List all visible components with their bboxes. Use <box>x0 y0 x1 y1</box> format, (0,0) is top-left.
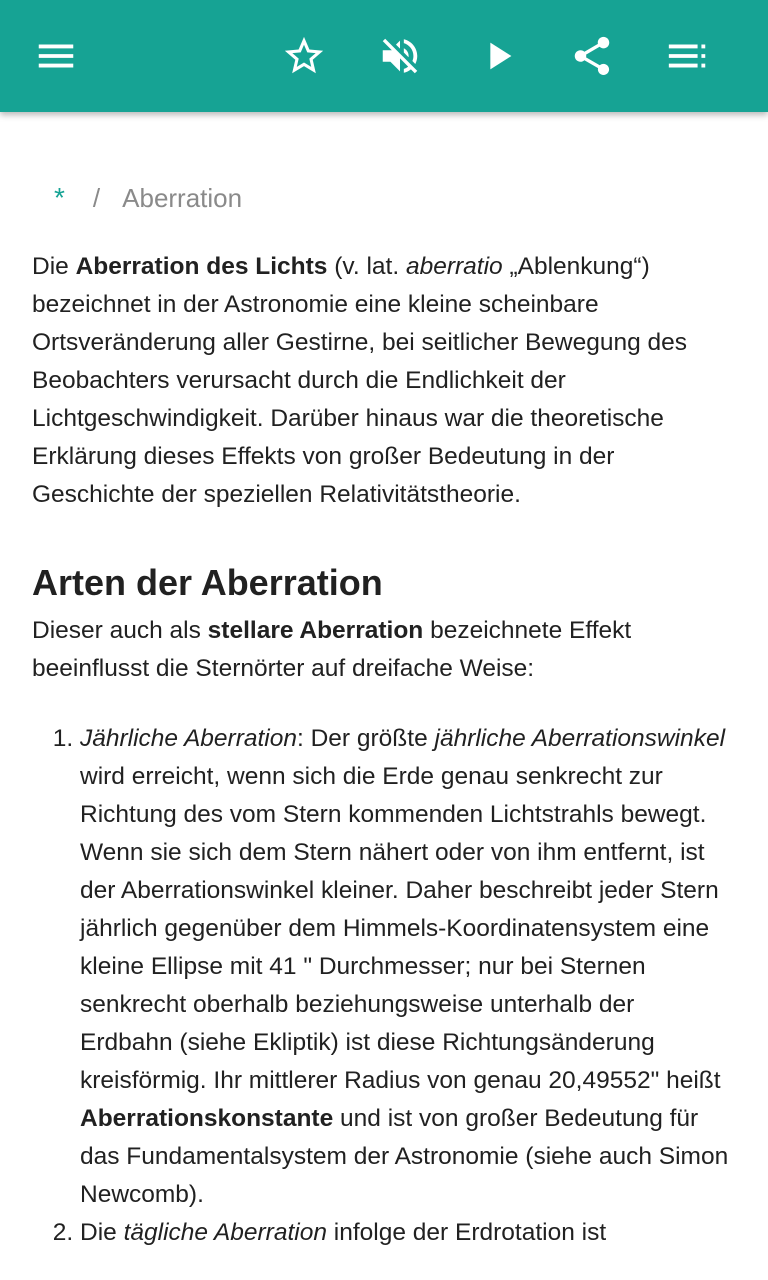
list-item <box>80 720 732 1214</box>
playlist-icon <box>665 33 711 79</box>
item2-text-1: Die <box>80 1219 124 1246</box>
intro-text-2: bezeichnete Effekt beeinflusst die Sternörter auf dreifache Weise: <box>32 617 632 682</box>
intro-bold-term: stellare Aberration <box>207 617 424 644</box>
mute-button[interactable] <box>376 32 424 80</box>
favorite-button[interactable] <box>280 32 328 80</box>
share-icon <box>569 33 615 79</box>
app-toolbar <box>0 0 768 112</box>
item2-italic-term: tägliche Aberration <box>123 1219 327 1246</box>
lead-text-3: „Ablenkung“) bezeichnet in der Astronomie eine kleine scheinbare Ortsveränderung aller Gestirne, bei seitlicher Bewegung des Beobachters verursacht durch die Endlichkeit der Lichtgeschwindigkeit. Darüber hinaus war die theoretische Erklärung dieses Effekts von großer Bedeutung in der Geschichte der speziellen Relativitätstheorie. <box>32 253 688 508</box>
contents-list-button[interactable] <box>664 32 712 80</box>
breadcrumb-current: Aberration <box>122 183 243 213</box>
lead-paragraph <box>32 248 732 514</box>
item1-text-2: wird erreicht, wenn sich die Erde genau senkrecht zur Richtung des vom Stern kommenden Lichtstrahls bewegt. Wenn sie sich dem Stern nähert oder von ihm entfernt, ist der Aberrationswinkel kleiner. Daher beschreibt jeder Stern jährlich gegenüber dem Himmels-Koordinatensystem eine kleine Ellipse mit 41 " Durchmesser; nur bei Sternen senkrecht oberhalb beziehungsweise unterhalb der Erdbahn (siehe Ekliptik) ist diese Richtungsänderung kreisförmig. Ihr mittlerer Radius von genau 20,49552" heißt <box>80 763 721 1094</box>
lead-italic-term: aberratio <box>405 253 503 280</box>
star-icon <box>281 33 327 79</box>
list-item <box>80 1214 732 1252</box>
item2-text-2: infolge der Erdrotation ist <box>326 1219 607 1246</box>
breadcrumb-separator: / <box>92 183 101 213</box>
lead-text-1: Die <box>32 253 76 280</box>
breadcrumb <box>32 170 732 226</box>
item1-italic-term-2: jährliche Aberrationswinkel <box>434 725 726 752</box>
item1-text-1: : Der größte <box>296 725 435 752</box>
intro-text-1: Dieser auch als <box>32 617 208 644</box>
breadcrumb-home-link[interactable]: * <box>54 182 65 213</box>
item1-bold-term: Aberrationskonstante <box>80 1105 334 1132</box>
item1-text-3: und ist von großer Bedeutung für das Fundamentalsystem der Astronomie (siehe auch Simon Newcomb). <box>80 1105 729 1208</box>
item1-italic-term-1: Jährliche Aberration <box>80 725 297 752</box>
menu-icon <box>33 33 79 79</box>
lead-bold-term: Aberration des Lichts <box>75 253 328 280</box>
volume-off-icon <box>377 33 423 79</box>
play-icon <box>475 33 521 79</box>
section-intro <box>32 612 732 688</box>
article-content <box>32 170 732 1252</box>
play-button[interactable] <box>474 32 522 80</box>
lead-text-2: (v. lat. <box>327 253 406 280</box>
section-heading: Arten der Aberration <box>32 562 383 603</box>
menu-button[interactable] <box>32 32 80 80</box>
share-button[interactable] <box>568 32 616 80</box>
aberration-types-list <box>32 720 732 1252</box>
